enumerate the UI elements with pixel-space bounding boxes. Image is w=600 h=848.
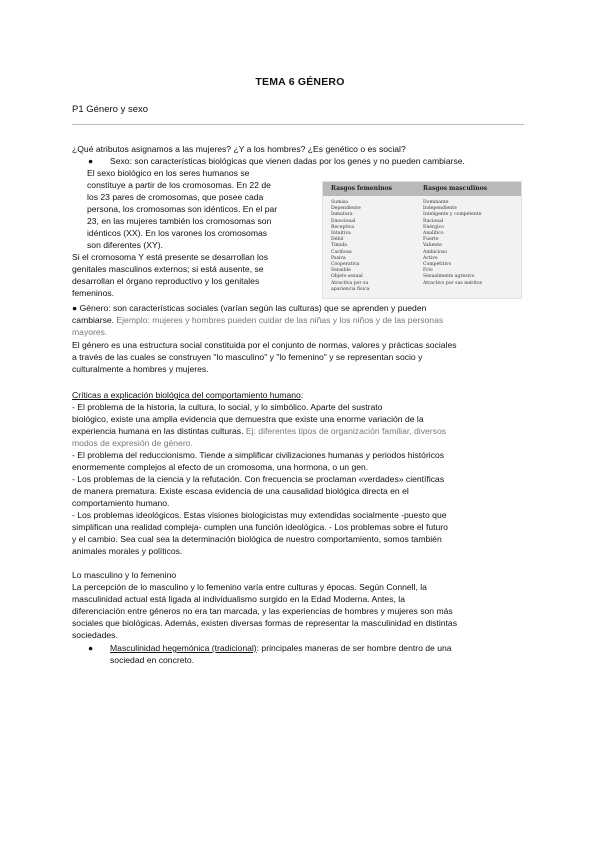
trait-cell: Valiente <box>423 243 442 249</box>
traits-table-header <box>323 182 521 196</box>
section-subtitle: P1 Género y sexo <box>72 104 149 115</box>
trait-cell: Pasiva <box>331 255 346 261</box>
trait-cell: Sensible <box>331 268 351 274</box>
trait-cell: Frío <box>423 268 433 274</box>
hegemonica-line: sociedad en concreto. <box>110 655 195 665</box>
page-title: TEMA 6 GÉNERO <box>255 76 345 88</box>
criticas-line: - Los problemas ideológicos. Estas visiones biologicistas muy extendidas socialmente -puesto que <box>72 510 447 520</box>
trait-cell: Cariñosa <box>331 249 352 255</box>
sexo-after-line: desarrollan el órgano reproductivo y los genitales <box>72 276 260 286</box>
trait-cell: Objeto sexual <box>331 274 363 280</box>
criticas-line: comportamiento humano. <box>72 498 170 508</box>
trait-cell: Atractiva por su apariencia física <box>331 280 370 292</box>
criticas-text: experiencia humana en las distintas culturas. <box>72 426 244 436</box>
sexo-line: El sexo biológico en los seres humanos se <box>87 168 250 178</box>
masculino-line: sociales que biológicas. Además, existen diversas formas de representar la masculinidad en distintas <box>72 618 458 628</box>
trait-cell: Inteligente y competente <box>423 212 482 218</box>
trait-cell: Dependiente <box>331 206 361 212</box>
trait-cell: Racional <box>423 218 444 224</box>
criticas-heading-text: Críticas a explicación biológica del comportamiento humano <box>72 390 301 400</box>
trait-cell: Independiente <box>423 206 457 212</box>
genero-para-line: culturalmente a hombres y mujeres. <box>72 364 209 374</box>
genero-para-line: a través de las cuales se construyen "lo masculino" y "lo femenino" y se representan socio y <box>72 352 423 362</box>
trait-cell: Enérgico <box>423 224 444 230</box>
sexo-line: constituye a partir de los cromosomas. En 22 de <box>87 180 271 190</box>
genero-para-line: El género es una estructura social constituida por el conjunto de normas, valores y prácticas sociales <box>72 340 457 350</box>
question-line: ¿Qué atributos asignamos a las mujeres? ¿Y a los hombres? ¿Es genético o es social? <box>72 144 406 154</box>
trait-cell: Dominante <box>423 200 449 205</box>
trait-cell: Débil <box>331 237 344 243</box>
trait-cell: Analítico <box>423 231 444 237</box>
criticas-line: y el cambio. Sea cual sea la determinación biológica de nuestro comportamiento, somos también <box>72 534 442 544</box>
trait-cell: Receptiva <box>331 224 355 230</box>
criticas-line: animales morales y políticos. <box>72 546 183 556</box>
sexo-line: 23, en las mujeres también los cromosomas son <box>87 216 272 226</box>
criticas-line: de manera prematura. Existe escasa evidencia de una causalidad biológica directa en el <box>72 486 409 496</box>
feminine-traits-column <box>331 200 417 293</box>
masculine-traits-column <box>423 200 517 287</box>
sexo-after-line: femeninos. <box>72 288 115 298</box>
trait-cell: Ambicioso <box>423 249 448 255</box>
masculino-line: La percepción de lo masculino y lo femenino varía entre culturas y épocas. Según Connell, la <box>72 582 427 592</box>
header-masculine: Rasgos masculinos <box>423 185 487 192</box>
trait-cell: Tímida <box>331 243 348 249</box>
bullet-icon: ● <box>88 156 94 166</box>
sexo-line: los 23 pares de cromosomas, que posee cada <box>87 192 264 202</box>
genero-line <box>72 315 443 326</box>
hegemonica-line <box>110 643 452 654</box>
bullet-icon: ● <box>88 643 94 653</box>
trait-cell: Competitivo <box>423 262 452 268</box>
sexo-line: Sexo: son características biológicas que vienen dadas por los genes y no pueden cambiarse. <box>110 156 465 166</box>
trait-cell: Atractivo por sus méritos <box>423 280 482 286</box>
traits-table-image <box>322 181 522 299</box>
criticas-line: - Los problemas de la ciencia y la refutación. Con frecuencia se proclaman «verdades» científicas <box>72 474 445 484</box>
trait-cell: Activo <box>423 255 438 261</box>
criticas-line: - El problema de la historia, la cultura, lo social, y lo simbólico. Aparte del sustrato <box>72 402 383 412</box>
masculino-heading: Lo masculino y lo femenino <box>72 570 177 580</box>
sexo-after-line: genitales masculinos externos; si está ausente, se <box>72 264 264 274</box>
genero-line: ● Género: son características sociales (varían según las culturas) que se aprenden y pueden <box>72 303 427 313</box>
horizontal-rule <box>72 124 524 125</box>
sexo-line: idénticos (XX). En los varones los cromosomas <box>87 228 268 238</box>
genero-example: Ejemplo: mujeres y hombres pueden cuidar de las niñas y los niños y de las personas <box>114 315 444 325</box>
masculino-line: masculinidad actual está ligada al individualismo surgido en la Edad Moderna. Antes, la <box>72 594 405 604</box>
hegemonica-text: : principales maneras de ser hombre dentro de una <box>256 643 452 653</box>
genero-text: cambiarse. <box>72 315 115 325</box>
genero-example-line: mayores. <box>72 327 108 337</box>
trait-cell: Cooperativa <box>331 262 360 268</box>
criticas-line: - El problema del reduccionismo. Tiende a simplificar civilizaciones humanas y periodos históricos <box>72 450 445 460</box>
criticas-line: enormemente complejos al efecto de un cromosoma, una hormona, o un gen. <box>72 462 369 472</box>
hegemonica-label: Masculinidad hegemónica (tradicional) <box>110 643 257 653</box>
criticas-line <box>72 426 446 437</box>
trait-cell: Sexualmente agresivo <box>423 274 475 280</box>
trait-cell: Fuerte <box>423 237 439 243</box>
trait-cell: Intuitiva <box>331 231 351 237</box>
sexo-line: persona, los cromosomas son idénticos. En el par <box>87 204 278 214</box>
criticas-example-line: modos de expresión de género. <box>72 438 193 448</box>
masculino-line: diferenciación entre géneros no era tan marcada, y las experiencias de hombres y mujeres son más <box>72 606 453 616</box>
sexo-line: son diferentes (XY). <box>87 240 163 250</box>
trait-cell: Sumisa <box>331 200 349 205</box>
criticas-heading-colon: : <box>300 390 304 400</box>
criticas-line: simplifican una realidad compleja- cumplen una función ideológica. - Los problemas sobre el futuro <box>72 522 448 532</box>
trait-cell: Inmatura <box>331 212 353 218</box>
criticas-example: Ej: diferentes tipos de organización familiar, diversos <box>243 426 447 436</box>
criticas-heading <box>72 390 303 401</box>
masculino-line: sociedades. <box>72 630 118 640</box>
sexo-after-line: Si el cromosoma Y está presente se desarrollan los <box>72 252 269 262</box>
trait-cell: Emocional <box>331 218 356 224</box>
header-feminine: Rasgos femeninos <box>331 185 393 192</box>
criticas-line: biológico, existe una amplia evidencia que demuestra que existe una enorme variación de la <box>72 414 424 424</box>
